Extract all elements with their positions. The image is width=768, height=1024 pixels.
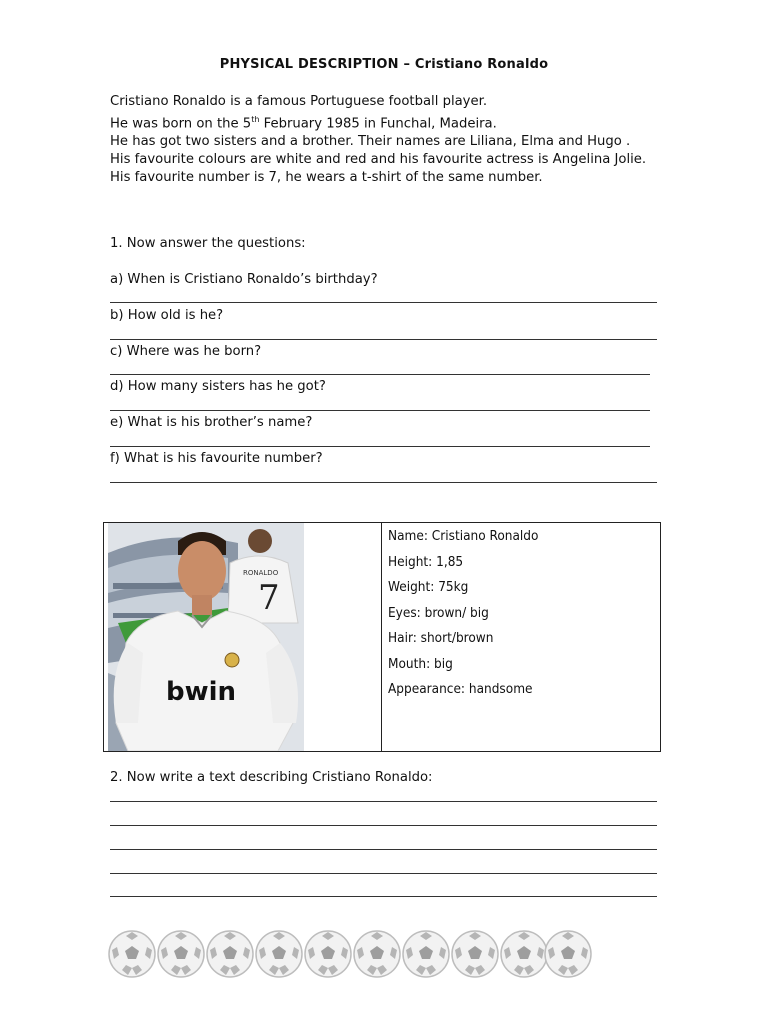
answer-line-e[interactable] xyxy=(110,446,650,447)
football-icon xyxy=(402,930,450,978)
player-photo xyxy=(108,523,304,751)
profile-eyes: Eyes: brown/ big xyxy=(388,604,489,621)
intro-line-3: He has got two sisters and a brother. Their names are Liliana, Elma and Hugo . xyxy=(110,133,631,149)
profile-card-divider xyxy=(381,522,382,752)
question-a: a) When is Cristiano Ronaldo’s birthday? xyxy=(110,272,378,287)
profile-height: Height: 1,85 xyxy=(388,553,464,570)
writing-line-2[interactable] xyxy=(110,825,657,826)
question-f: f) What is his favourite number? xyxy=(110,451,323,466)
answer-line-b[interactable] xyxy=(110,339,657,340)
answer-line-c[interactable] xyxy=(110,374,650,375)
shirt-back-number: 7 xyxy=(258,578,280,618)
football-icon xyxy=(451,930,499,978)
football-icon xyxy=(544,930,592,978)
shirt-sponsor: bwin xyxy=(166,677,237,707)
answer-line-d[interactable] xyxy=(110,410,650,411)
football-icon xyxy=(255,930,303,978)
football-icon xyxy=(500,930,548,978)
intro-line-5: His favourite number is 7, he wears a t-shirt of the same number. xyxy=(110,169,543,185)
page-title: PHYSICAL DESCRIPTION – Cristiano Ronaldo xyxy=(219,57,549,72)
question-b: b) How old is he? xyxy=(110,308,224,323)
question-c: c) Where was he born? xyxy=(110,344,262,359)
profile-weight: Weight: 75kg xyxy=(388,579,469,595)
intro-line-2: He was born on the 5th February 1985 in Funchal, Madeira. xyxy=(110,114,497,132)
profile-hair: Hair: short/brown xyxy=(388,630,494,646)
exercise-2-instruction: 2. Now write a text describing Cristiano Ronaldo: xyxy=(110,770,433,785)
football-icon xyxy=(206,930,254,978)
profile-info xyxy=(388,524,538,703)
football-icon xyxy=(304,930,352,978)
intro-line-4: His favourite colours are white and red and his favourite actress is Angelina Jolie. xyxy=(110,151,647,167)
intro-paragraph xyxy=(110,93,670,186)
exercise-1-instruction: 1. Now answer the questions: xyxy=(110,236,306,251)
profile-name: Name: Cristiano Ronaldo xyxy=(388,528,539,544)
question-e: e) What is his brother’s name? xyxy=(110,415,313,430)
football-icon xyxy=(157,930,205,978)
shirt-back-name: RONALDO xyxy=(243,569,279,577)
answer-line-a[interactable] xyxy=(110,302,657,303)
answer-line-f[interactable] xyxy=(110,482,657,483)
question-d: d) How many sisters has he got? xyxy=(110,379,326,394)
writing-line-1[interactable] xyxy=(110,801,657,802)
writing-line-5[interactable] xyxy=(110,896,657,897)
profile-mouth: Mouth: big xyxy=(388,655,453,672)
intro-line-1: Cristiano Ronaldo is a famous Portuguese football player. xyxy=(110,94,488,109)
profile-appearance: Appearance: handsome xyxy=(388,681,533,697)
football-icon xyxy=(108,930,156,978)
writing-line-3[interactable] xyxy=(110,849,657,850)
football-icon xyxy=(353,930,401,978)
writing-line-4[interactable] xyxy=(110,873,657,874)
